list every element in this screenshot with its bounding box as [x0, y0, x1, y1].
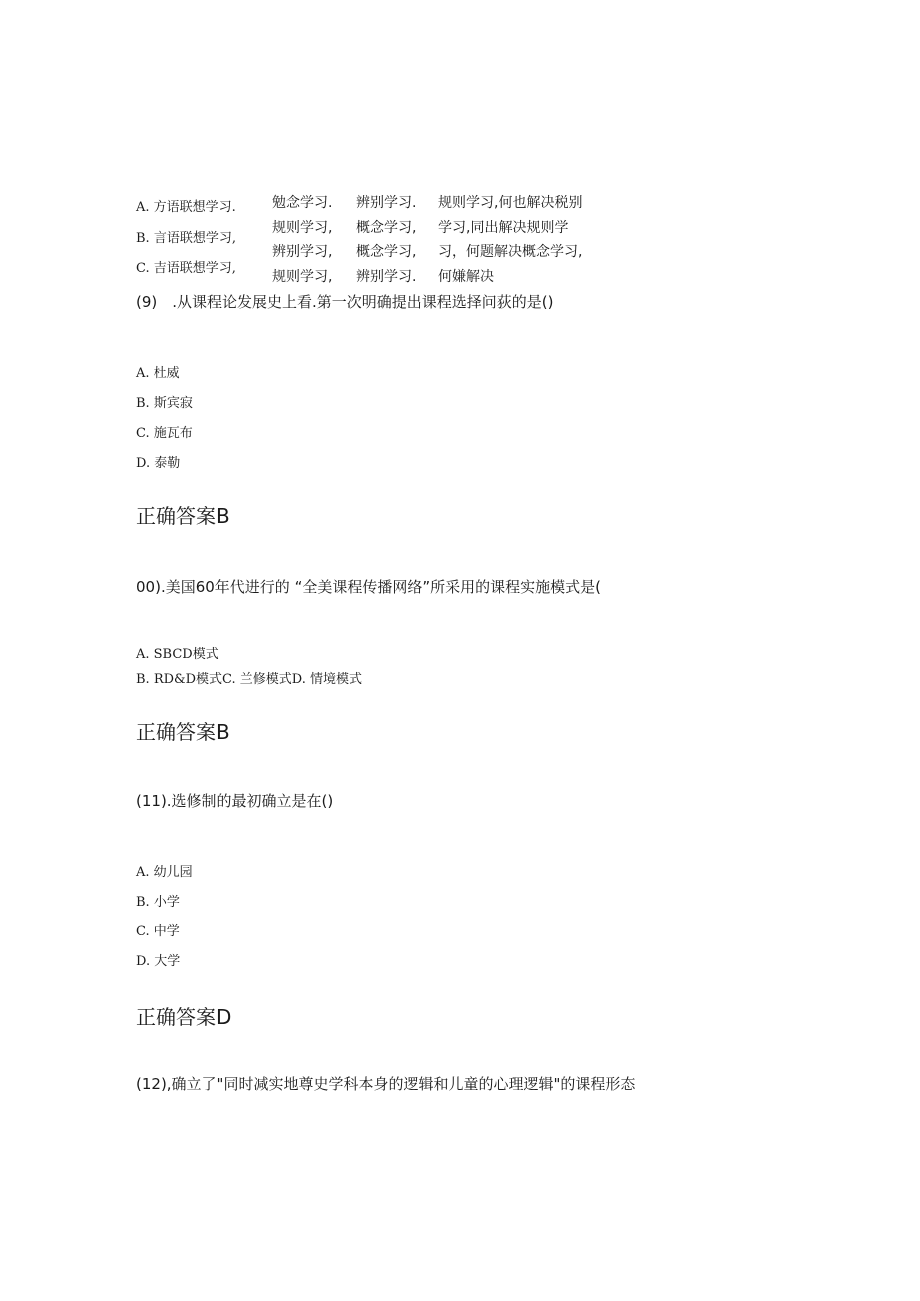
fragment-col1-row2: 规则学习, — [272, 220, 333, 236]
question-stem: (9) .从课程论发展史上看.第一次明确提出课程选择问荻的是() — [136, 293, 554, 311]
option-a: A. 幼儿园 — [136, 865, 193, 880]
fragment-label-b: B. 言语联想学习, — [136, 231, 236, 246]
answer-label: 正确答案B — [136, 504, 230, 528]
fragment-col3-row4: 何嫌解决 — [438, 269, 494, 285]
answer-label: 正确答案D — [136, 1005, 232, 1029]
option-a: A. 杜威 — [136, 366, 180, 381]
fragment-col1-row4: 规则学习, — [272, 269, 333, 285]
option-d: D. 大学 — [136, 954, 181, 969]
option-bcd: B. RD&D模式C. 兰修模式D. 情境模式 — [136, 672, 362, 687]
fragment-col3-row1: 规则学习,何也解决税别 — [438, 195, 583, 211]
question-stem: (11).选修制的最初确立是在() — [136, 792, 334, 810]
option-d: D. 泰勒 — [136, 456, 181, 471]
fragment-col2-row1: 辨别学习. — [356, 195, 417, 211]
question-stem: (12),确立了"同时减实地尊史学科本身的逻辑和儿童的心理逻辑"的课程形态 — [136, 1075, 636, 1093]
answer-label: 正确答案B — [136, 720, 230, 744]
fragment-col2-row2: 概念学习, — [356, 220, 417, 236]
fragment-col3-row3: 习，何题解决概念学习, — [438, 244, 583, 260]
option-b: B. 小学 — [136, 895, 180, 910]
question-stem: 00).美国60年代进行的 “全美课程传播网络”所采用的课程实施模式是( — [136, 578, 601, 596]
option-b: B. 斯宾寂 — [136, 396, 193, 411]
fragment-label-c: C. 吉语联想学习, — [136, 261, 236, 276]
fragment-col2-row4: 辨别学习. — [356, 269, 417, 285]
fragment-col2-row3: 概念学习, — [356, 244, 417, 260]
fragment-label-a: A. 方语联想学习. — [136, 200, 236, 215]
option-c: C. 中学 — [136, 924, 180, 939]
option-a: A. SBCD模式 — [136, 647, 219, 662]
fragment-col1-row1: 勉念学习. — [272, 195, 333, 211]
fragment-col1-row3: 辨别学习, — [272, 244, 333, 260]
fragment-col3-row2: 学习,同出解决规则学 — [438, 220, 569, 236]
option-c: C. 施瓦布 — [136, 426, 193, 441]
